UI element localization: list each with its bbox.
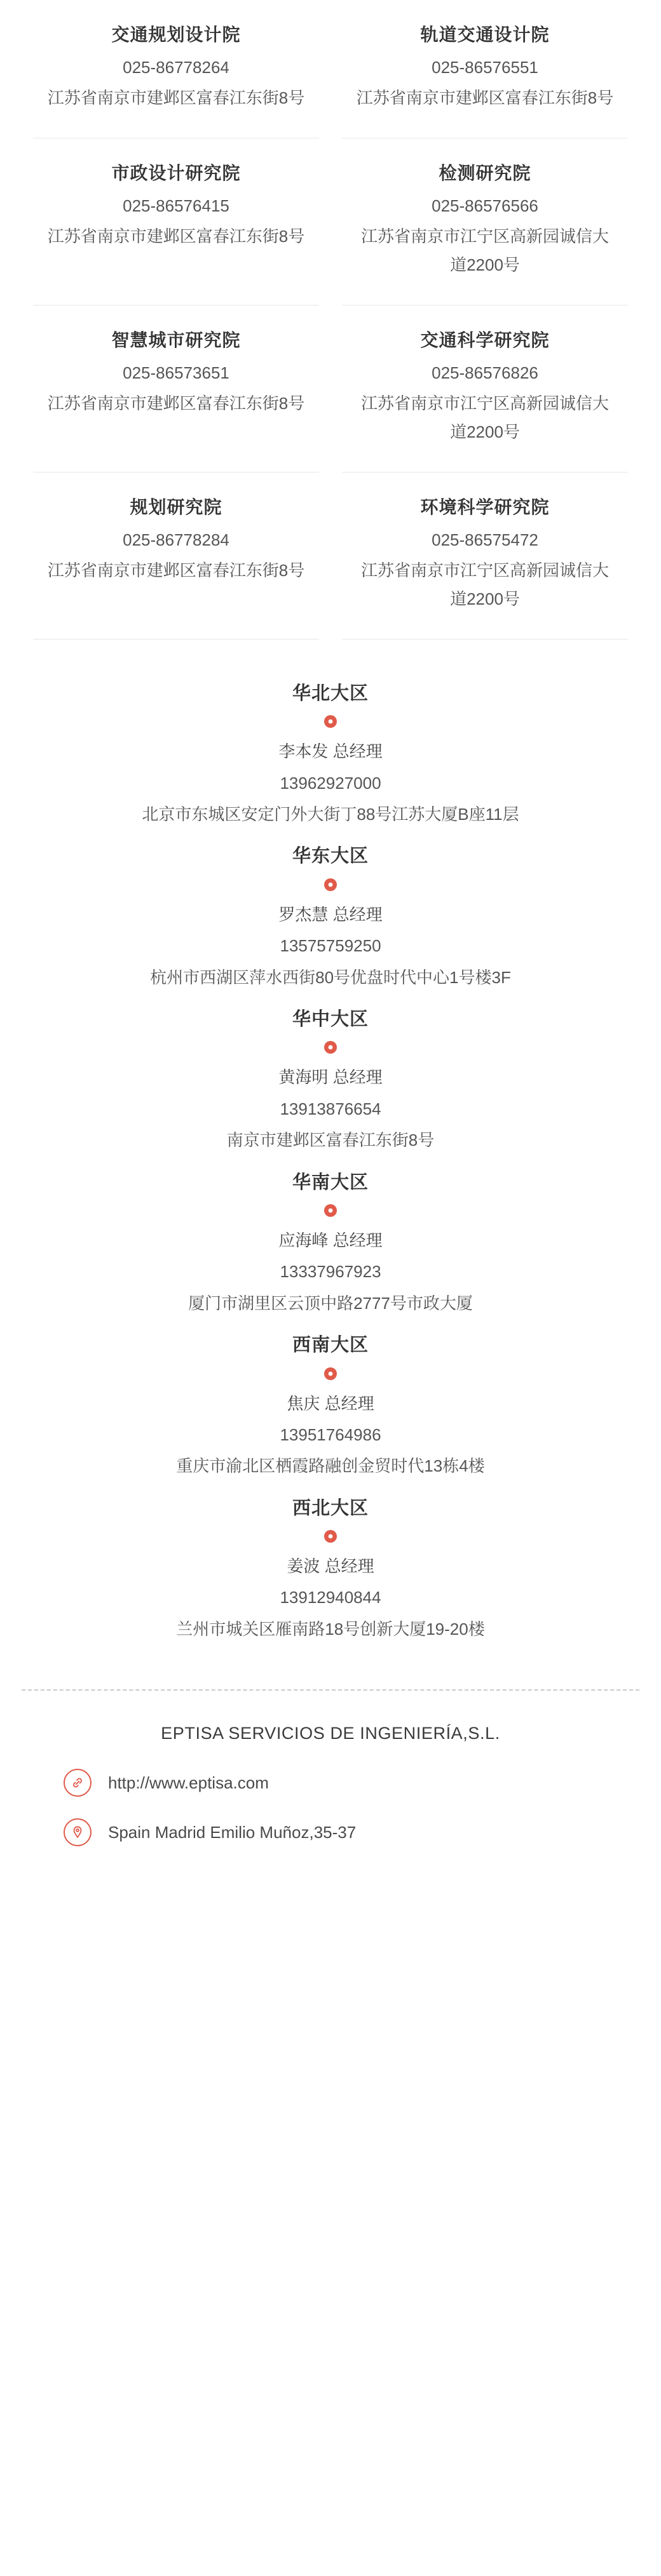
institute-name: 环境科学研究院 (420, 497, 550, 517)
overseas-address: Spain Madrid Emilio Muñoz,35-37 (108, 1822, 357, 1842)
institute-address: 江苏省南京市江宁区高新园诚信大道2200号 (360, 226, 609, 275)
region-manager: 罗杰慧 总经理 (278, 904, 383, 924)
website-url[interactable]: http://www.eptisa.com (108, 1773, 269, 1792)
institute-card (22, 138, 330, 305)
overseas-section (0, 1691, 661, 1872)
institute-card (22, 0, 330, 138)
region-title: 华中大区 (292, 1009, 369, 1030)
institute-card (330, 138, 639, 305)
link-icon (64, 1769, 92, 1797)
region-manager: 焦庆 总经理 (287, 1393, 374, 1413)
region-title: 华南大区 (292, 1172, 369, 1193)
region-manager: 姜波 总经理 (287, 1557, 374, 1576)
institute-card (22, 305, 330, 473)
region-address: 北京市东城区安定门外大街丁88号江苏大厦B座11层 (142, 805, 519, 824)
institute-phone[interactable]: 025-86575472 (432, 530, 538, 549)
institute-name: 检测研究院 (439, 163, 531, 183)
map-pin-icon (324, 1040, 337, 1054)
institute-card (330, 0, 639, 138)
institute-card (330, 305, 639, 473)
region-block (22, 679, 639, 842)
institute-card (330, 473, 639, 640)
institute-name: 交通科学研究院 (420, 330, 550, 350)
institute-name: 智慧城市研究院 (111, 330, 241, 350)
region-title: 西南大区 (292, 1335, 369, 1356)
institute-phone[interactable]: 025-86778264 (123, 58, 229, 77)
region-phone[interactable]: 13951764986 (280, 1425, 381, 1444)
overseas-company-name: EPTISA SERVICIOS DE INGENIERÍA,S.L. (161, 1724, 500, 1743)
institute-card (22, 473, 330, 640)
institutes-grid (0, 0, 661, 640)
institute-name: 规划研究院 (130, 497, 222, 517)
region-phone[interactable]: 13337967923 (280, 1262, 381, 1282)
region-block (22, 1494, 639, 1657)
region-address: 南京市建邺区富春江东街8号 (226, 1130, 435, 1150)
region-manager: 应海峰 总经理 (278, 1230, 383, 1250)
map-pin-icon (324, 714, 337, 728)
region-block (22, 1168, 639, 1331)
institute-address: 江苏省南京市建邺区富春江东街8号 (47, 393, 305, 413)
institute-phone[interactable]: 025-86576566 (432, 196, 538, 215)
region-address: 厦门市湖里区云顶中路2777号市政大厦 (188, 1293, 473, 1313)
region-title: 西北大区 (292, 1498, 369, 1519)
institute-address: 江苏省南京市建邺区富春江东街8号 (47, 226, 305, 246)
region-manager: 李本发 总经理 (278, 742, 383, 761)
institute-phone[interactable]: 025-86576415 (123, 196, 229, 215)
region-title: 华北大区 (292, 683, 369, 704)
region-block (22, 842, 639, 1005)
institute-phone[interactable]: 025-86573651 (123, 363, 229, 382)
institute-name: 交通规划设计院 (111, 25, 241, 44)
map-pin-icon (324, 1529, 337, 1543)
institute-name: 轨道交通设计院 (420, 25, 550, 44)
institute-address: 江苏省南京市江宁区高新园诚信大道2200号 (360, 393, 609, 442)
institute-name: 市政设计研究院 (111, 163, 241, 183)
website-row[interactable] (22, 1769, 639, 1797)
region-title: 华东大区 (292, 846, 369, 867)
region-phone[interactable]: 13913876654 (280, 1099, 381, 1118)
map-pin-icon (324, 1204, 337, 1218)
map-pin-icon (324, 878, 337, 892)
region-phone[interactable]: 13912940844 (280, 1588, 381, 1607)
institute-phone[interactable]: 025-86576551 (432, 58, 538, 77)
institute-phone[interactable]: 025-86576826 (432, 363, 538, 382)
region-address: 兰州市城关区雁南路18号创新大厦19-20楼 (176, 1619, 485, 1639)
institute-address: 江苏省南京市江宁区高新园诚信大道2200号 (360, 560, 609, 609)
institute-phone[interactable]: 025-86778284 (123, 530, 229, 549)
region-manager: 黄海明 总经理 (278, 1068, 383, 1087)
region-address: 重庆市渝北区栖霞路融创金贸时代13栋4楼 (176, 1456, 485, 1476)
region-phone[interactable]: 13962927000 (280, 773, 381, 793)
institute-address: 江苏省南京市建邺区富春江东街8号 (356, 88, 614, 108)
regions-section (0, 679, 661, 1656)
region-address: 杭州市西湖区萍水西街80号优盘时代中心1号楼3F (150, 967, 511, 987)
region-block (22, 1005, 639, 1168)
region-phone[interactable]: 13575759250 (280, 936, 381, 956)
map-pin-icon (324, 1367, 337, 1381)
institute-address: 江苏省南京市建邺区富春江东街8号 (47, 88, 305, 108)
address-row (22, 1818, 639, 1846)
region-block (22, 1331, 639, 1494)
institute-address: 江苏省南京市建邺区富春江东街8号 (47, 560, 305, 580)
map-pin-icon (64, 1818, 92, 1846)
